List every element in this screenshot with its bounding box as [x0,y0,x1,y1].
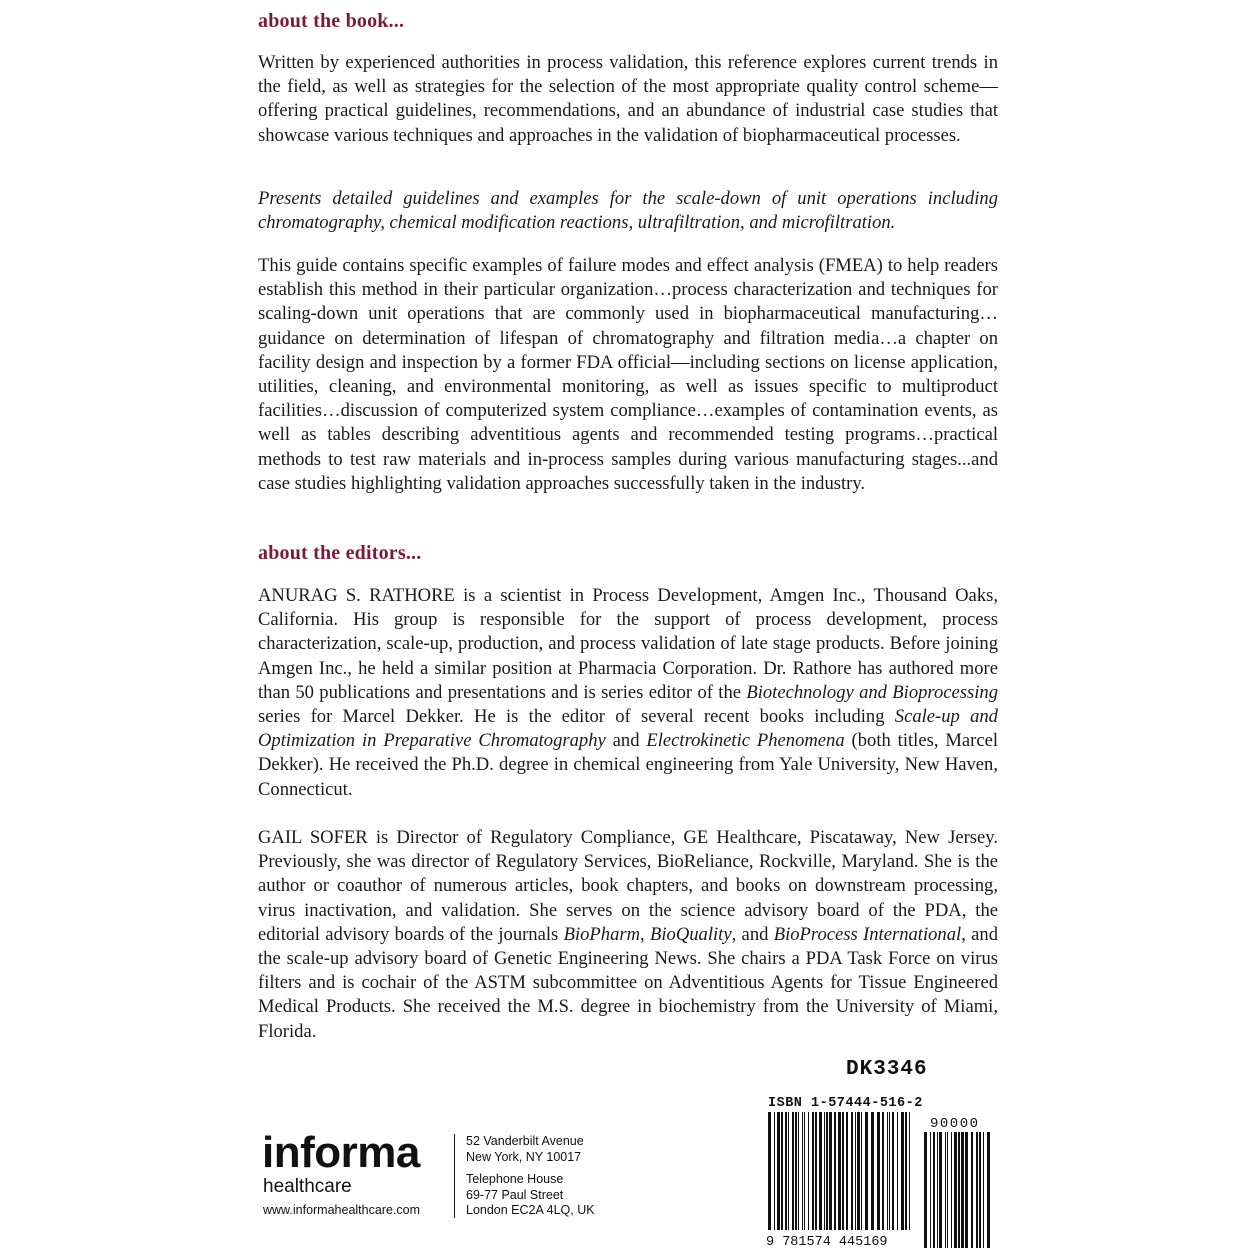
price-addon-bars [924,1132,990,1248]
series-title: Biotechnology and Bioprocessing [746,681,999,703]
book-title-1: Scale-up and Optimization in Preparative Chromatography [258,706,998,752]
sofer-bio-paragraph [258,826,998,1044]
journal-title-1: BioPharm [563,923,641,945]
sofer-bio-sep2: , and [731,923,774,945]
price-code: 90000 [930,1116,980,1132]
address-us [466,1134,584,1165]
isbn-label: ISBN 1-57444-516-2 [768,1096,923,1111]
book-title-2: Electrokinetic Phenomena [646,730,845,752]
publisher-logo-sub: healthcare [263,1176,352,1197]
ean-digits: 9 781574 445169 [766,1235,888,1248]
about-editors-heading: about the editors... [258,542,422,564]
sofer-bio-sep1: , [640,923,650,945]
ean-bars [768,1112,910,1240]
publisher-logo: informa [262,1128,420,1177]
address-uk [466,1172,595,1219]
product-code: DK3346 [846,1058,928,1081]
book-italic-paragraph: Presents detailed guidelines and examples for the scale-down of unit operations including chromatography, chemical modification reactions, ultrafiltration, and microfiltration. [258,188,998,234]
sofer-bio-part2: , and the scale-up advisory board of Genetic Engineering News. She chairs a PDA Task Force on virus filters and is cochair of the ASTM subcommittee on Adventitious Agents for Tissue Engineered Medical Products. She received the M.S. degree in biochemistry from the University of Miami, Florida. [258,923,999,1042]
book-intro-paragraph: Written by experienced authorities in process validation, this reference explores current trends in the field, as well as strategies for the selection of the most appropriate quality control scheme—offering practical guidelines, recommendations, and an abundance of industrial case studies that showcase various techniques and approaches in the validation of biopharmaceutical processes. [258,52,998,146]
address-line: 69-77 Paul Street [466,1187,564,1202]
journal-title-2: BioQuality [650,923,732,945]
address-line: Telephone House [466,1172,564,1186]
book-details-paragraph: This guide contains specific examples of failure modes and effect analysis (FMEA) to help readers establish this method in their particular organization…process characterization and techniques for scaling-down unit operations that are commonly used in biopharmaceutical manufacturing…guidance on determination of lifespan of chromatography and filtration media…a chapter on facility design and inspection by a former FDA official—including sections on license application, utilities, cleaning, and environmental monitoring, as well as issues specific to multiproduct facilities…discussion of computerized system compliance…examples of contamination events, as well as tables describing adventitious agents and recommended testing programs…practical methods to test raw materials and in-process samples during various manufacturing stages...and case studies highlighting validation approaches successfully taken in the industry. [258,255,998,494]
rathore-bio-paragraph [258,584,998,802]
rathore-bio-part1: ANURAG S. RATHORE is a scientist in Process Development, Amgen Inc., Thousand Oaks, California. His group is responsible for the support of process development, process characterization, scale-up, production, and process validation of late stage products. Before joining Amgen Inc., he held a similar position at Pharmacia Corporation. Dr. Rathore has authored more than 50 publications and presentations and is series editor of the [258,585,998,703]
isbn-barcode [760,1112,998,1248]
logo-divider [454,1134,455,1218]
address-line: London EC2A 4LQ, UK [466,1203,595,1217]
journal-title-3: BioProcess International [773,923,962,945]
publisher-url: www.informahealthcare.com [263,1203,421,1217]
sofer-bio-part1: GAIL SOFER is Director of Regulatory Compliance, GE Healthcare, Piscataway, New Jersey. Previously, she was director of Regulatory Services, BioReliance, Rockville, Maryland. She is the author or coauthor of numerous articles, book chapters, and books on downstream processing, virus inactivation, and validation. She serves on the science advisory board of the PDA, the editorial advisory boards of the journals [258,827,998,945]
address-line: New York, NY 10017 [466,1149,582,1164]
rathore-bio-and: and [605,730,647,752]
about-book-heading: about the book... [258,10,405,32]
address-line: 52 Vanderbilt Avenue [466,1134,584,1148]
rathore-bio-part3: (both titles, Marcel Dekker). He received the Ph.D. degree in chemical engineering from Yale University, New Haven, Connecticut. [258,730,999,800]
rathore-bio-part2: series for Marcel Dekker. He is the editor of several recent books including [258,706,895,728]
